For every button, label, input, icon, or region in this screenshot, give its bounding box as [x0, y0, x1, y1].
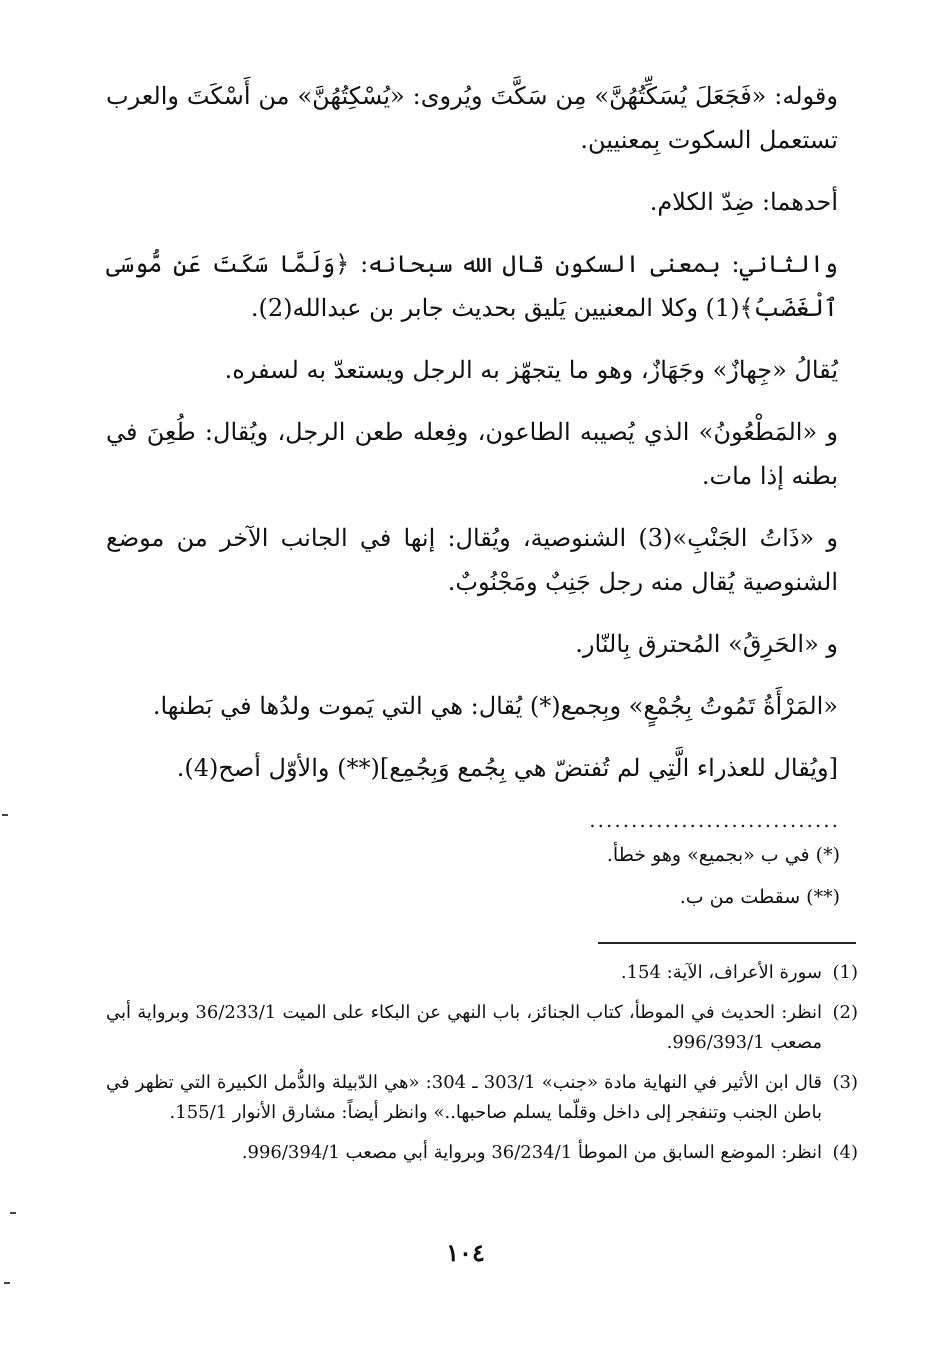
scan-speck [4, 1282, 10, 1284]
scan-speck [2, 814, 8, 816]
footnote-text: سورة الأعراف، الآية: 154. [620, 962, 822, 983]
footnote-text: انظر: الحديث في الموطأ، كتاب الجنائز، باب النهي عن البكاء على الميت 36/233/1 وبرواية أبي مصعب 996/393/1. [106, 1002, 822, 1053]
footnote [106, 1138, 858, 1168]
editor-note: (**) سقطت من ب. [679, 886, 840, 908]
footnote-number: (1) [832, 962, 858, 983]
footnote-number: (2) [832, 1002, 858, 1023]
dotted-separator: .............................. [589, 808, 840, 832]
main-text [106, 74, 838, 808]
paragraph: أحدهما: ضِدّ الكلام. [649, 188, 838, 216]
scan-speck [10, 1212, 16, 1214]
footnote [106, 998, 858, 1058]
footnote-text: انظر: الموضع السابق من الموطأ 36/234/1 وبرواية أبي مصعب 996/394/1. [241, 1142, 822, 1163]
footnote-number: (4) [832, 1142, 858, 1163]
page-number: ١٠٤ [446, 1238, 485, 1267]
paragraph: [ويُقال للعذراء الَّتِي لم تُفتضّ هي بِجُمع وَبِجُمِع](**) والأوّل أصح(4). [176, 754, 838, 782]
footnote-number: (3) [832, 1072, 858, 1093]
paragraph: و «ذَاتُ الجَنْبِ»(3) الشنوصية، ويُقال: إنها في الجانب الآخر من موضع الشنوصية يُقال منه رجل جَنِبٌ ومَجْنُوبٌ. [106, 524, 838, 596]
paragraph: و «المَطْعُونُ» الذي يُصيبه الطاعون، وفِعله طعن الرجل، ويُقال: طُعِنَ في بطنه إذا مات. [106, 418, 838, 490]
footnote [106, 1068, 858, 1128]
footnote-text: قال ابن الأثير في النهاية مادة «جنب» 303/1 ـ 304: «هي الدّبيلة والدُّمل الكبيرة التي تظهر في باطن الجنب وتنفجر إلى داخل وقلّما يسلم صاحبها..» وانظر أيضاً: مشارق الأنوار 155/1. [106, 1072, 822, 1123]
editor-notes [500, 834, 840, 918]
paragraph: «المَرْأَةُ تَمُوتُ بِجُمْعٍ» وبِجمع(*) يُقال: هي التي يَموت ولدُها في بَطنها. [152, 692, 838, 720]
paragraph: والثاني: بمعنى السكون قال الله سبحانه: ﴿وَلَمَّا سَكَتَ عَن مُّوسَى ٱلْغَضَبُ﴾(1) وكلا المعنيين يَليق بحديث جابر بن عبدالله(2). [106, 250, 838, 322]
paragraph: و «الحَرِقُ» المُحترق بِالنّار. [575, 630, 838, 658]
paragraph: وقوله: «فَجَعَلَ يُسَكِّتُهُنَّ» مِن سَكَّتَ ويُروى: «يُسْكِتُهُنَّ» من أَسْكَتَ والعرب تستعمل السكوت بِمعنيين. [106, 82, 838, 154]
editor-note: (*) في ب «بجميع» وهو خطأ. [606, 844, 840, 866]
footnotes [106, 958, 858, 1178]
paragraph: يُقالُ «جِهازٌ» وجَهَازٌ، وهو ما يتجهّز به الرجل ويستعدّ به لسفره. [224, 356, 838, 384]
footnote [106, 958, 858, 988]
footnote-rule [598, 942, 856, 944]
